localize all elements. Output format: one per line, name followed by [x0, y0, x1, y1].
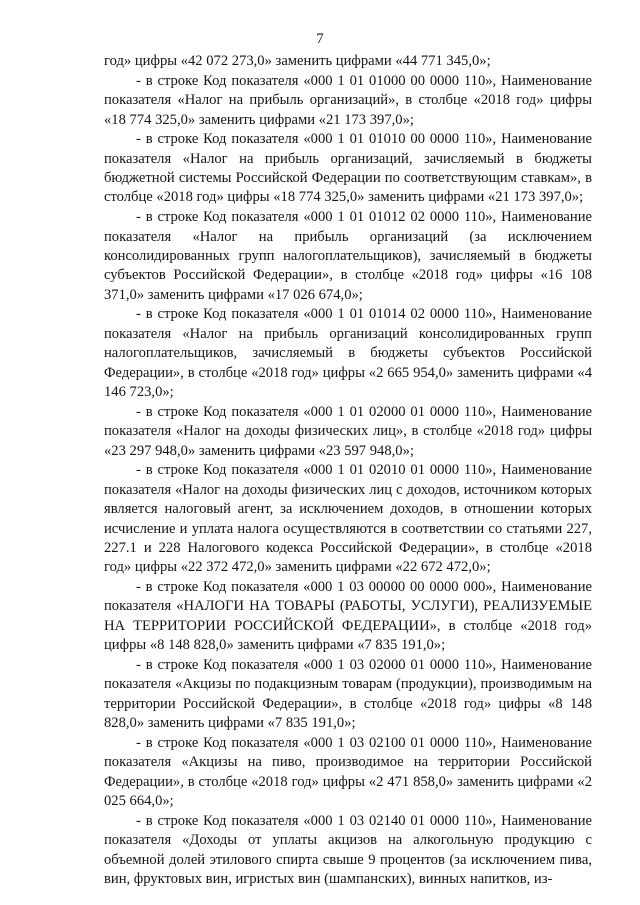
paragraph-item: - в строке Код показателя «000 1 01 01000 00 0000 110», Наименование показателя «Налог на прибыль организаций», в столбце «2018 год» цифры «18 774 325,0» заменить цифрами «21 173 397,0»; — [104, 72, 592, 128]
page-number: 7 — [316, 31, 324, 47]
paragraph-item: - в строке Код показателя «000 1 03 02140 01 0000 110», Наименование показателя «Доходы от уплаты акцизов на алкогольную продукцию с объемной долей этилового спирта свыше 9 процентов (за исключением пива, вин, фруктовых вин, игристых вин (шампанских), винных напитков, из- — [104, 812, 592, 888]
paragraph-item: - в строке Код показателя «000 1 03 02000 01 0000 110», Наименование показателя «Акцизы по подакцизным товарам (продукции), производимым на территории Российской Федерации», в столбце «2018 год» цифры «8 148 828,0» заменить цифрами «7 835 191,0»; — [104, 656, 592, 732]
paragraph-continuation: год» цифры «42 072 273,0» заменить цифрами «44 771 345,0»; — [104, 53, 491, 69]
paragraph-item: - в строке Код показателя «000 1 01 02000 01 0000 110», Наименование показателя «Налог на доходы физических лиц», в столбце «2018 год» цифры «23 297 948,0» заменить цифрами «23 597 948,0»; — [104, 403, 592, 459]
paragraph-item: - в строке Код показателя «000 1 03 02100 01 0000 110», Наименование показателя «Акцизы на пиво, производимое на территории Российской Федерации», в столбце «2018 год» цифры «2 471 858,0» заменить цифрами «2 025 664,0»; — [104, 734, 592, 810]
paragraph-item: - в строке Код показателя «000 1 03 00000 00 0000 000», Наименование показателя «НАЛОГИ НА ТОВАРЫ (РАБОТЫ, УСЛУГИ), РЕАЛИЗУЕМЫЕ НА ТЕРРИТОРИИ РОССИЙСКОЙ ФЕДЕРАЦИИ», в столбце «2018 год» цифры «8 148 828,0» заменить цифрами «7 835 191,0»; — [104, 579, 592, 654]
paragraph-item: - в строке Код показателя «000 1 01 01012 02 0000 110», Наименование показателя «Налог на прибыль организаций (за исключением консолидированных групп налогоплательщиков), зачисляемый в бюджеты субъектов Российской Федерации», в столбце «2018 год» цифры «16 108 371,0» заменить цифрами «17 026 674,0»; — [104, 209, 592, 303]
paragraph-item: - в строке Код показателя «000 1 01 02010 01 0000 110», Наименование показателя «Налог на доходы физических лиц с доходов, источником которых является налоговый агент, за исключением доходов, в отношении которых исчисление и уплата налога осуществляются в соответствии со статьями 227, 227.1 и 228 Налогового кодекса Российской Федерации», в столбце «2018 год» цифры «22 372 472,0» заменить цифрами «22 672 472,0»; — [104, 462, 592, 576]
paragraph-item: - в строке Код показателя «000 1 01 01014 02 0000 110», Наименование показателя «Налог на прибыль организаций консолидированных групп налогоплательщиков, зачисляемый в бюджеты субъектов Российской Федерации», в столбце «2018 год» цифры «2 665 954,0» заменить цифрами «4 146 723,0»; — [104, 306, 592, 401]
document-body — [104, 52, 592, 890]
paragraph-item: - в строке Код показателя «000 1 01 01010 00 0000 110», Наименование показателя «Налог на прибыль организаций, зачисляемый в бюджеты бюджетной системы Российской Федерации по соответствующим ставкам», в столбце «2018 год» цифры «18 774 325,0» заменить цифрами «21 173 397,0»; — [104, 131, 592, 206]
